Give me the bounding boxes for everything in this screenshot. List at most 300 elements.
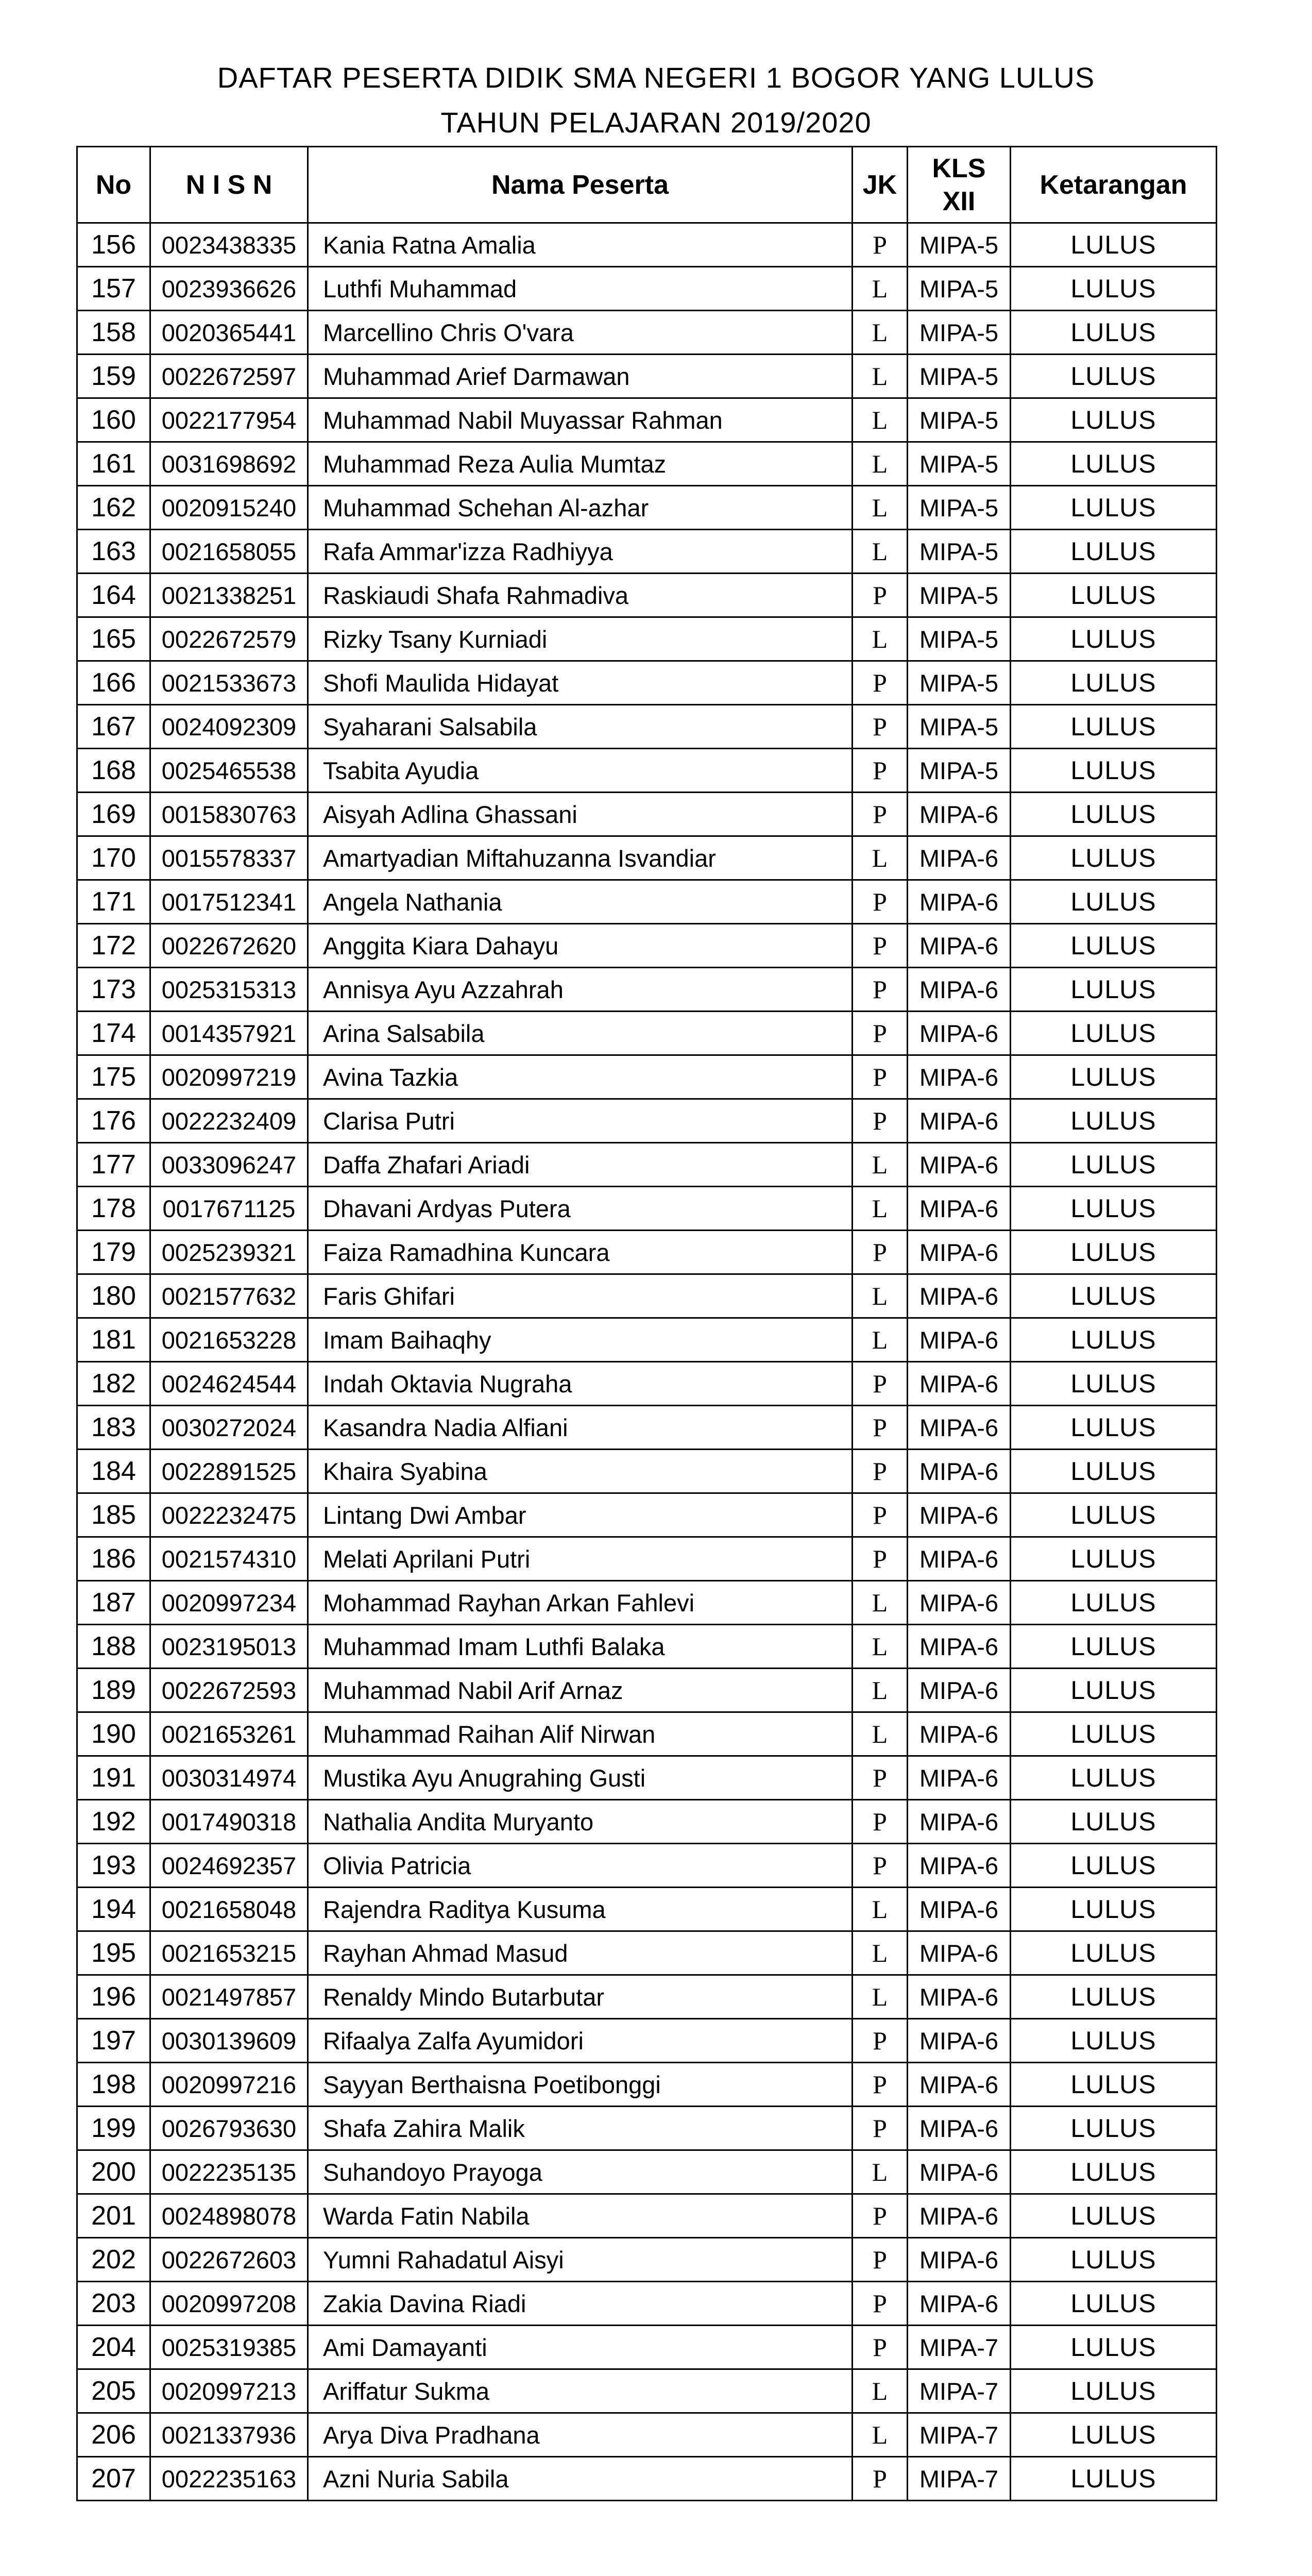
cell-kls: MIPA-6 xyxy=(908,1406,1011,1450)
cell-nisn: 0022672603 xyxy=(150,2238,308,2282)
cell-kls: MIPA-6 xyxy=(908,1012,1011,1055)
cell-no: 181 xyxy=(77,1318,150,1362)
cell-nisn: 0017671125 xyxy=(150,1187,308,1231)
table-row xyxy=(77,1537,1217,1581)
cell-nama: Clarisa Putri xyxy=(308,1099,853,1143)
cell-nisn: 0021533673 xyxy=(150,661,308,705)
cell-nisn: 0023936626 xyxy=(150,267,308,311)
cell-nisn: 0030314974 xyxy=(150,1756,308,1800)
cell-nama: Renaldy Mindo Butarbutar xyxy=(308,1975,853,2019)
cell-kls: MIPA-6 xyxy=(908,2282,1011,2326)
cell-kls: MIPA-6 xyxy=(908,880,1011,924)
cell-nama: Melati Aprilani Putri xyxy=(308,1537,853,1581)
cell-nisn: 0020997216 xyxy=(150,2063,308,2107)
cell-jk: P xyxy=(853,1362,908,1406)
cell-ket: LULUS xyxy=(1011,311,1217,355)
cell-ket: LULUS xyxy=(1011,1318,1217,1362)
cell-nisn: 0020997208 xyxy=(150,2282,308,2326)
cell-nama: Annisya Ayu Azzahrah xyxy=(308,968,853,1012)
table-row xyxy=(77,223,1217,267)
cell-kls: MIPA-6 xyxy=(908,1625,1011,1669)
cell-no: 207 xyxy=(77,2457,150,2501)
cell-no: 164 xyxy=(77,574,150,617)
cell-nisn: 0024624544 xyxy=(150,1362,308,1406)
cell-nama: Indah Oktavia Nugraha xyxy=(308,1362,853,1406)
cell-ket: LULUS xyxy=(1011,1406,1217,1450)
table-row xyxy=(77,355,1217,398)
table-row xyxy=(77,1493,1217,1537)
table-row xyxy=(77,442,1217,486)
cell-nisn: 0017490318 xyxy=(150,1800,308,1844)
cell-kls: MIPA-6 xyxy=(908,1975,1011,2019)
cell-jk: P xyxy=(853,2282,908,2326)
cell-no: 189 xyxy=(77,1669,150,1712)
header-nisn: N I S N xyxy=(150,147,308,223)
cell-nisn: 0021497857 xyxy=(150,1975,308,2019)
cell-ket: LULUS xyxy=(1011,705,1217,749)
cell-ket: LULUS xyxy=(1011,355,1217,398)
cell-jk: P xyxy=(853,1012,908,1055)
cell-kls: MIPA-7 xyxy=(908,2413,1011,2457)
cell-no: 194 xyxy=(77,1888,150,1931)
header-jk: JK xyxy=(853,147,908,223)
cell-ket: LULUS xyxy=(1011,793,1217,836)
cell-kls: MIPA-5 xyxy=(908,617,1011,661)
cell-jk: L xyxy=(853,1274,908,1318)
cell-no: 171 xyxy=(77,880,150,924)
cell-ket: LULUS xyxy=(1011,1931,1217,1975)
cell-no: 168 xyxy=(77,749,150,793)
cell-kls: MIPA-5 xyxy=(908,574,1011,617)
table-row xyxy=(77,1231,1217,1274)
table-row xyxy=(77,2369,1217,2413)
cell-ket: LULUS xyxy=(1011,2413,1217,2457)
cell-ket: LULUS xyxy=(1011,617,1217,661)
cell-kls: MIPA-6 xyxy=(908,1581,1011,1625)
cell-nisn: 0014357921 xyxy=(150,1012,308,1055)
cell-kls: MIPA-6 xyxy=(908,836,1011,880)
cell-no: 201 xyxy=(77,2194,150,2238)
cell-nisn: 0025239321 xyxy=(150,1231,308,1274)
cell-nama: Mohammad Rayhan Arkan Fahlevi xyxy=(308,1581,853,1625)
cell-no: 205 xyxy=(77,2369,150,2413)
table-row xyxy=(77,1712,1217,1756)
cell-nama: Muhammad Nabil Muyassar Rahman xyxy=(308,398,853,442)
table-row xyxy=(77,486,1217,530)
header-ket: Ketarangan xyxy=(1011,147,1217,223)
cell-kls: MIPA-5 xyxy=(908,705,1011,749)
cell-kls: MIPA-6 xyxy=(908,2019,1011,2063)
cell-nama: Aisyah Adlina Ghassani xyxy=(308,793,853,836)
table-row xyxy=(77,793,1217,836)
cell-ket: LULUS xyxy=(1011,1712,1217,1756)
cell-nisn: 0022232409 xyxy=(150,1099,308,1143)
table-row xyxy=(77,2326,1217,2369)
cell-no: 187 xyxy=(77,1581,150,1625)
cell-no: 200 xyxy=(77,2150,150,2194)
cell-ket: LULUS xyxy=(1011,2194,1217,2238)
cell-nisn: 0024898078 xyxy=(150,2194,308,2238)
cell-ket: LULUS xyxy=(1011,924,1217,968)
header-kls-line2: XII xyxy=(942,186,976,216)
cell-kls: MIPA-5 xyxy=(908,749,1011,793)
cell-ket: LULUS xyxy=(1011,661,1217,705)
cell-ket: LULUS xyxy=(1011,2326,1217,2369)
cell-ket: LULUS xyxy=(1011,1625,1217,1669)
cell-kls: MIPA-5 xyxy=(908,223,1011,267)
cell-nama: Muhammad Schehan Al-azhar xyxy=(308,486,853,530)
cell-jk: P xyxy=(853,2457,908,2501)
cell-ket: LULUS xyxy=(1011,1537,1217,1581)
cell-no: 193 xyxy=(77,1844,150,1888)
cell-no: 195 xyxy=(77,1931,150,1975)
table-row xyxy=(77,1012,1217,1055)
cell-ket: LULUS xyxy=(1011,749,1217,793)
cell-no: 160 xyxy=(77,398,150,442)
cell-kls: MIPA-5 xyxy=(908,486,1011,530)
cell-kls: MIPA-6 xyxy=(908,2194,1011,2238)
cell-nama: Faiza Ramadhina Kuncara xyxy=(308,1231,853,1274)
cell-jk: L xyxy=(853,1318,908,1362)
cell-ket: LULUS xyxy=(1011,2150,1217,2194)
cell-jk: P xyxy=(853,1800,908,1844)
cell-kls: MIPA-6 xyxy=(908,1537,1011,1581)
cell-kls: MIPA-6 xyxy=(908,1143,1011,1187)
table-row xyxy=(77,1975,1217,2019)
cell-kls: MIPA-6 xyxy=(908,1318,1011,1362)
table-body xyxy=(77,223,1217,2501)
table-row xyxy=(77,1844,1217,1888)
cell-ket: LULUS xyxy=(1011,442,1217,486)
cell-jk: P xyxy=(853,2326,908,2369)
cell-no: 156 xyxy=(77,223,150,267)
table-row xyxy=(77,1581,1217,1625)
table-row xyxy=(77,398,1217,442)
cell-nama: Sayyan Berthaisna Poetibonggi xyxy=(308,2063,853,2107)
cell-nama: Rizky Tsany Kurniadi xyxy=(308,617,853,661)
cell-nisn: 0017512341 xyxy=(150,880,308,924)
table-row xyxy=(77,1187,1217,1231)
cell-nisn: 0020997213 xyxy=(150,2369,308,2413)
cell-jk: L xyxy=(853,836,908,880)
cell-ket: LULUS xyxy=(1011,486,1217,530)
cell-kls: MIPA-6 xyxy=(908,2238,1011,2282)
cell-kls: MIPA-6 xyxy=(908,1450,1011,1493)
cell-jk: L xyxy=(853,1143,908,1187)
cell-ket: LULUS xyxy=(1011,1362,1217,1406)
cell-kls: MIPA-5 xyxy=(908,442,1011,486)
cell-nama: Olivia Patricia xyxy=(308,1844,853,1888)
cell-ket: LULUS xyxy=(1011,968,1217,1012)
cell-kls: MIPA-6 xyxy=(908,1712,1011,1756)
cell-jk: L xyxy=(853,1931,908,1975)
cell-nama: Ariffatur Sukma xyxy=(308,2369,853,2413)
cell-nisn: 0021337936 xyxy=(150,2413,308,2457)
table-row xyxy=(77,311,1217,355)
cell-kls: MIPA-5 xyxy=(908,661,1011,705)
cell-no: 199 xyxy=(77,2107,150,2150)
cell-jk: L xyxy=(853,2150,908,2194)
cell-nama: Rifaalya Zalfa Ayumidori xyxy=(308,2019,853,2063)
cell-nama: Luthfi Muhammad xyxy=(308,267,853,311)
cell-no: 159 xyxy=(77,355,150,398)
cell-nisn: 0021653215 xyxy=(150,1931,308,1975)
cell-no: 161 xyxy=(77,442,150,486)
cell-jk: P xyxy=(853,880,908,924)
cell-jk: P xyxy=(853,2019,908,2063)
cell-nama: Imam Baihaqhy xyxy=(308,1318,853,1362)
cell-no: 184 xyxy=(77,1450,150,1493)
cell-nisn: 0025315313 xyxy=(150,968,308,1012)
table-row xyxy=(77,1756,1217,1800)
cell-nama: Rajendra Raditya Kusuma xyxy=(308,1888,853,1931)
cell-kls: MIPA-6 xyxy=(908,2063,1011,2107)
cell-jk: L xyxy=(853,442,908,486)
cell-ket: LULUS xyxy=(1011,2107,1217,2150)
cell-ket: LULUS xyxy=(1011,836,1217,880)
cell-jk: L xyxy=(853,1888,908,1931)
cell-kls: MIPA-5 xyxy=(908,355,1011,398)
cell-ket: LULUS xyxy=(1011,1669,1217,1712)
table-row xyxy=(77,924,1217,968)
cell-nama: Shofi Maulida Hidayat xyxy=(308,661,853,705)
cell-no: 191 xyxy=(77,1756,150,1800)
cell-jk: L xyxy=(853,1975,908,2019)
cell-nisn: 0024692357 xyxy=(150,1844,308,1888)
cell-jk: P xyxy=(853,2063,908,2107)
cell-kls: MIPA-5 xyxy=(908,530,1011,574)
cell-nama: Khaira Syabina xyxy=(308,1450,853,1493)
table-row xyxy=(77,2194,1217,2238)
cell-kls: MIPA-6 xyxy=(908,1187,1011,1231)
table-row xyxy=(77,749,1217,793)
cell-ket: LULUS xyxy=(1011,1844,1217,1888)
cell-jk: P xyxy=(853,1099,908,1143)
cell-jk: P xyxy=(853,574,908,617)
cell-nama: Rafa Ammar'izza Radhiyya xyxy=(308,530,853,574)
cell-jk: P xyxy=(853,749,908,793)
cell-jk: P xyxy=(853,2107,908,2150)
cell-nisn: 0021338251 xyxy=(150,574,308,617)
cell-no: 198 xyxy=(77,2063,150,2107)
cell-nama: Mustika Ayu Anugrahing Gusti xyxy=(308,1756,853,1800)
table-row xyxy=(77,705,1217,749)
cell-kls: MIPA-6 xyxy=(908,968,1011,1012)
cell-kls: MIPA-5 xyxy=(908,311,1011,355)
table-row xyxy=(77,1362,1217,1406)
cell-nisn: 0020997219 xyxy=(150,1055,308,1099)
table-row xyxy=(77,2282,1217,2326)
cell-nisn: 0022235163 xyxy=(150,2457,308,2501)
cell-nisn: 0020997234 xyxy=(150,1581,308,1625)
table-row xyxy=(77,1143,1217,1187)
cell-nisn: 0020915240 xyxy=(150,486,308,530)
cell-no: 202 xyxy=(77,2238,150,2282)
table-row xyxy=(77,2063,1217,2107)
cell-nama: Raskiaudi Shafa Rahmadiva xyxy=(308,574,853,617)
cell-jk: P xyxy=(853,793,908,836)
cell-nisn: 0022672620 xyxy=(150,924,308,968)
cell-nama: Muhammad Raihan Alif Nirwan xyxy=(308,1712,853,1756)
cell-nama: Yumni Rahadatul Aisyi xyxy=(308,2238,853,2282)
table-row xyxy=(77,2413,1217,2457)
cell-ket: LULUS xyxy=(1011,880,1217,924)
cell-kls: MIPA-6 xyxy=(908,793,1011,836)
cell-nisn: 0021653228 xyxy=(150,1318,308,1362)
cell-ket: LULUS xyxy=(1011,1493,1217,1537)
cell-nama: Arya Diva Pradhana xyxy=(308,2413,853,2457)
cell-nama: Syaharani Salsabila xyxy=(308,705,853,749)
cell-kls: MIPA-6 xyxy=(908,1931,1011,1975)
table-row xyxy=(77,1931,1217,1975)
cell-no: 179 xyxy=(77,1231,150,1274)
table-row xyxy=(77,880,1217,924)
cell-kls: MIPA-6 xyxy=(908,2150,1011,2194)
cell-kls: MIPA-6 xyxy=(908,1800,1011,1844)
cell-ket: LULUS xyxy=(1011,1800,1217,1844)
cell-no: 170 xyxy=(77,836,150,880)
cell-nama: Muhammad Arief Darmawan xyxy=(308,355,853,398)
cell-nama: Ami Damayanti xyxy=(308,2326,853,2369)
table-row xyxy=(77,617,1217,661)
cell-kls: MIPA-6 xyxy=(908,1099,1011,1143)
table-row xyxy=(77,2150,1217,2194)
cell-no: 183 xyxy=(77,1406,150,1450)
cell-ket: LULUS xyxy=(1011,1187,1217,1231)
table-row xyxy=(77,1669,1217,1712)
table-row xyxy=(77,574,1217,617)
cell-nisn: 0024092309 xyxy=(150,705,308,749)
cell-kls: MIPA-6 xyxy=(908,1888,1011,1931)
cell-nama: Arina Salsabila xyxy=(308,1012,853,1055)
cell-no: 178 xyxy=(77,1187,150,1231)
cell-kls: MIPA-6 xyxy=(908,1844,1011,1888)
cell-jk: P xyxy=(853,1493,908,1537)
cell-jk: L xyxy=(853,267,908,311)
table-row xyxy=(77,1274,1217,1318)
cell-nisn: 0033096247 xyxy=(150,1143,308,1187)
cell-no: 185 xyxy=(77,1493,150,1537)
cell-ket: LULUS xyxy=(1011,1099,1217,1143)
cell-kls: MIPA-6 xyxy=(908,1362,1011,1406)
header-no: No xyxy=(77,147,150,223)
table-header-row xyxy=(77,147,1217,223)
cell-no: 173 xyxy=(77,968,150,1012)
cell-ket: LULUS xyxy=(1011,2457,1217,2501)
cell-no: 197 xyxy=(77,2019,150,2063)
cell-ket: LULUS xyxy=(1011,1581,1217,1625)
cell-no: 177 xyxy=(77,1143,150,1187)
cell-ket: LULUS xyxy=(1011,1888,1217,1931)
cell-nama: Lintang Dwi Ambar xyxy=(308,1493,853,1537)
cell-kls: MIPA-6 xyxy=(908,1493,1011,1537)
cell-nisn: 0021658048 xyxy=(150,1888,308,1931)
cell-jk: P xyxy=(853,1537,908,1581)
table-row xyxy=(77,2457,1217,2501)
cell-jk: L xyxy=(853,530,908,574)
cell-nisn: 0015578337 xyxy=(150,836,308,880)
cell-nisn: 0022672593 xyxy=(150,1669,308,1712)
cell-nama: Marcellino Chris O'vara xyxy=(308,311,853,355)
cell-nisn: 0025319385 xyxy=(150,2326,308,2369)
cell-nama: Warda Fatin Nabila xyxy=(308,2194,853,2238)
cell-ket: LULUS xyxy=(1011,574,1217,617)
cell-jk: L xyxy=(853,2369,908,2413)
cell-ket: LULUS xyxy=(1011,1975,1217,2019)
cell-nama: Tsabita Ayudia xyxy=(308,749,853,793)
cell-nisn: 0022672579 xyxy=(150,617,308,661)
cell-ket: LULUS xyxy=(1011,2063,1217,2107)
cell-kls: MIPA-6 xyxy=(908,1231,1011,1274)
table-row xyxy=(77,1888,1217,1931)
cell-kls: MIPA-7 xyxy=(908,2457,1011,2501)
cell-jk: P xyxy=(853,1055,908,1099)
cell-no: 158 xyxy=(77,311,150,355)
cell-ket: LULUS xyxy=(1011,267,1217,311)
cell-ket: LULUS xyxy=(1011,2238,1217,2282)
cell-no: 182 xyxy=(77,1362,150,1406)
cell-nisn: 0026793630 xyxy=(150,2107,308,2150)
table-row xyxy=(77,1450,1217,1493)
cell-jk: L xyxy=(853,486,908,530)
cell-no: 174 xyxy=(77,1012,150,1055)
cell-jk: P xyxy=(853,1406,908,1450)
cell-kls: MIPA-5 xyxy=(908,267,1011,311)
cell-no: 162 xyxy=(77,486,150,530)
table-row xyxy=(77,968,1217,1012)
cell-ket: LULUS xyxy=(1011,223,1217,267)
table-row xyxy=(77,1099,1217,1143)
cell-no: 196 xyxy=(77,1975,150,2019)
cell-jk: P xyxy=(853,661,908,705)
cell-nisn: 0031698692 xyxy=(150,442,308,486)
header-kls-line1: KLS xyxy=(932,153,986,183)
cell-ket: LULUS xyxy=(1011,1055,1217,1099)
document-title: DAFTAR PESERTA DIDIK SMA NEGERI 1 BOGOR YANG LULUS xyxy=(217,61,1095,94)
table-row xyxy=(77,1625,1217,1669)
cell-jk: P xyxy=(853,705,908,749)
cell-ket: LULUS xyxy=(1011,1231,1217,1274)
cell-nama: Dhavani Ardyas Putera xyxy=(308,1187,853,1231)
cell-nisn: 0022232475 xyxy=(150,1493,308,1537)
cell-ket: LULUS xyxy=(1011,1450,1217,1493)
cell-kls: MIPA-6 xyxy=(908,924,1011,968)
cell-nama: Nathalia Andita Muryanto xyxy=(308,1800,853,1844)
cell-jk: L xyxy=(853,355,908,398)
cell-jk: L xyxy=(853,1187,908,1231)
cell-nama: Kania Ratna Amalia xyxy=(308,223,853,267)
table-row xyxy=(77,1800,1217,1844)
header-nama: Nama Peserta xyxy=(308,147,853,223)
cell-no: 169 xyxy=(77,793,150,836)
cell-no: 186 xyxy=(77,1537,150,1581)
cell-no: 172 xyxy=(77,924,150,968)
cell-ket: LULUS xyxy=(1011,1274,1217,1318)
cell-no: 163 xyxy=(77,530,150,574)
cell-nisn: 0015830763 xyxy=(150,793,308,836)
cell-jk: P xyxy=(853,223,908,267)
cell-nisn: 0030139609 xyxy=(150,2019,308,2063)
cell-kls: MIPA-5 xyxy=(908,398,1011,442)
cell-jk: L xyxy=(853,398,908,442)
cell-nisn: 0025465538 xyxy=(150,749,308,793)
cell-nama: Shafa Zahira Malik xyxy=(308,2107,853,2150)
cell-nama: Muhammad Reza Aulia Mumtaz xyxy=(308,442,853,486)
document-subtitle: TAHUN PELAJARAN 2019/2020 xyxy=(440,106,872,139)
cell-kls: MIPA-7 xyxy=(908,2326,1011,2369)
cell-ket: LULUS xyxy=(1011,1756,1217,1800)
cell-jk: L xyxy=(853,1625,908,1669)
